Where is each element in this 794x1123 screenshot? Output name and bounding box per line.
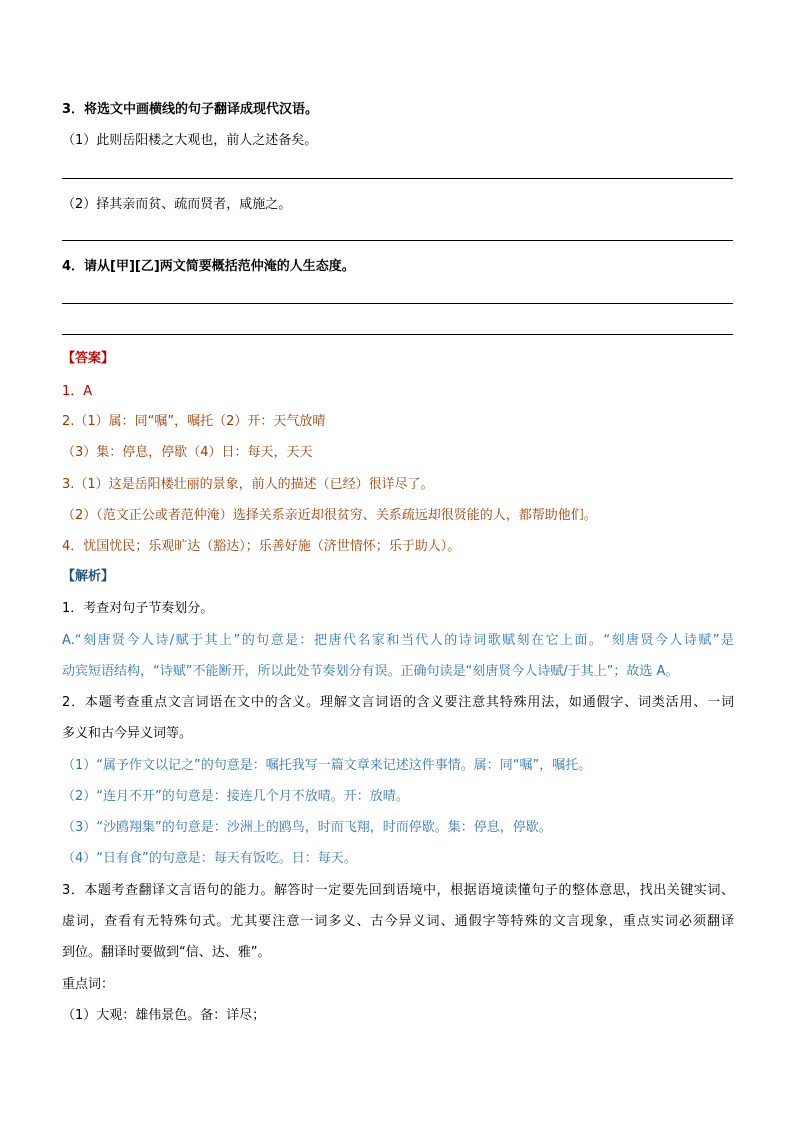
analysis-2-item-1: （1）“属予作文以记之”的句意是：嘱托我写一篇文章来记述这件事情。属：同“嘱”，嘱托。 xyxy=(62,758,592,773)
analysis-2-item-4: （4）“日有食”的句意是：每天有饭吃。日：每天。 xyxy=(62,851,357,866)
analysis-label: 【解析】 xyxy=(62,569,115,584)
question-3-item-1: （1）此则岳阳楼之大观也，前人之述备矣。 xyxy=(62,133,318,148)
answer-label: 【答案】 xyxy=(62,351,115,366)
analysis-3-line-2: 虚词，查看有无特殊句式。尤其要注意一词多义、古今异义词、通假字等特殊的文言现象，重点实词必须翻译 xyxy=(62,914,734,929)
answer-blank-line xyxy=(62,334,733,335)
answer-1: 1．A xyxy=(62,384,93,399)
answer-2-line-1: 2.（1）属：同“嘱”，嘱托（2）开：天气放晴 xyxy=(62,414,326,429)
question-3-title: 3．将选文中画横线的句子翻译成现代汉语。 xyxy=(62,102,319,117)
analysis-3-line-3: 到位。翻译时要做到“信、达、雅”。 xyxy=(62,945,271,960)
answer-3-line-1: 3.（1）这是岳阳楼壮丽的景象，前人的描述（已经）很详尽了。 xyxy=(62,477,434,492)
analysis-1-detail-line-1: A.“刻唐贤今人诗/赋于其上”的句意是：把唐代名家和当代人的诗词歌赋刻在它上面。“刻唐贤今人诗赋”是 xyxy=(62,633,734,648)
analysis-2-line-1: 2．本题考查重点文言词语在文中的含义。理解文言词语的含义要注意其特殊用法，如通假字、词类活用、一词 xyxy=(62,695,734,710)
analysis-3-line-1: 3．本题考查翻译文言语句的能力。解答时一定要先回到语境中，根据语境读懂句子的整体意思，找出关键实词、 xyxy=(62,883,734,898)
analysis-2-line-2: 多义和古今异义词等。 xyxy=(62,726,193,741)
question-3-item-2: （2）择其亲而贫、疏而贤者，咸施之。 xyxy=(62,197,292,212)
key-words-label: 重点词： xyxy=(62,977,115,992)
answer-blank-line xyxy=(62,303,733,304)
analysis-2-item-3: （3）“沙鸥翔集”的句意是：沙洲上的鸥鸟，时而飞翔，时而停歇。集：停息，停歇。 xyxy=(62,820,552,835)
analysis-1-detail-line-2: 动宾短语结构，“诗赋”不能断开，所以此处节奏划分有误。正确句读是“刻唐贤今人诗赋/于其上”；故选 A。 xyxy=(62,664,679,679)
answer-blank-line xyxy=(62,240,733,241)
analysis-2-item-2: （2）“连月不开”的句意是：接连几个月不放晴。开：放晴。 xyxy=(62,789,409,804)
answer-blank-line xyxy=(62,178,733,179)
answer-3-line-2: （2）（范文正公或者范仲淹）选择关系亲近却很贫穷、关系疏远却很贤能的人，都帮助他们。 xyxy=(62,508,597,523)
question-4-title: 4．请从[甲][乙]两文简要概括范仲淹的人生态度。 xyxy=(62,259,355,274)
key-words-item-1: （1）大观：雄伟景色。备：详尽； xyxy=(62,1008,266,1023)
answer-4: 4．忧国忧民；乐观旷达（豁达）；乐善好施（济世情怀；乐于助人）。 xyxy=(62,539,461,554)
answer-2-line-2: （3）集：停息，停歇（4）日：每天，天天 xyxy=(62,445,313,460)
analysis-1: 1．考查对句子节奏划分。 xyxy=(62,601,214,616)
